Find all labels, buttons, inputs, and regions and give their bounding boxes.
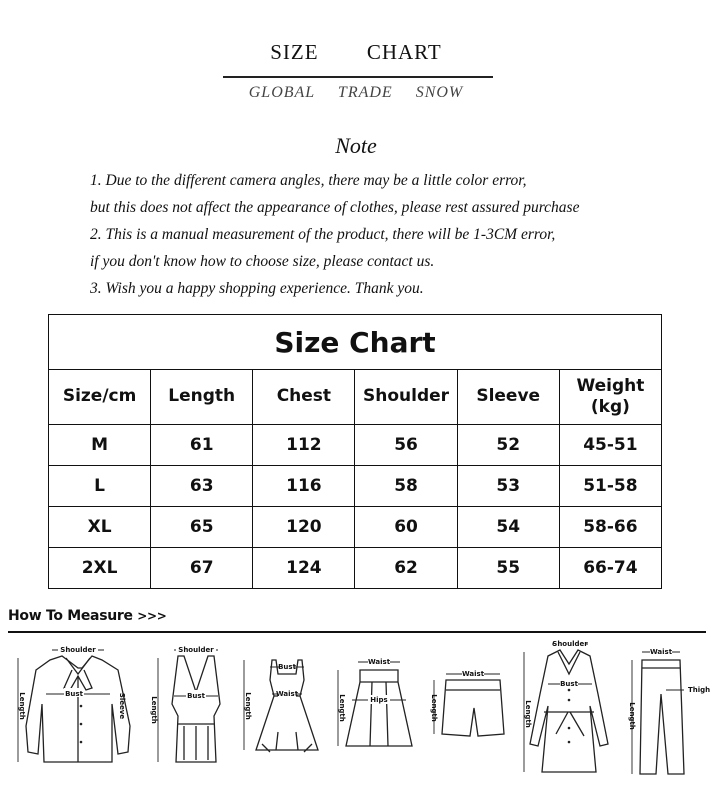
waist-label: Waist	[275, 690, 299, 698]
sleeve-label: Sleeve	[118, 692, 126, 720]
skirt-diagram-icon	[338, 657, 412, 746]
table-cell: 2XL	[49, 548, 151, 589]
table-cell: XL	[49, 507, 151, 548]
shirt-diagram-icon	[18, 644, 130, 762]
bust-label: Bust	[65, 690, 83, 698]
length-label: Length	[524, 700, 532, 728]
table-row	[49, 548, 662, 589]
pants-diagram-icon	[628, 647, 710, 774]
column-header: Shoulder	[355, 370, 457, 425]
page-title: SIZE CHART	[270, 40, 442, 64]
table-cell: 45-51	[559, 425, 661, 466]
table-cell: 62	[355, 548, 457, 589]
header-divider	[223, 76, 493, 78]
table-cell: 66-74	[559, 548, 661, 589]
table-cell: 112	[253, 425, 355, 466]
table-cell: 58-66	[559, 507, 661, 548]
table-cell: 58	[355, 466, 457, 507]
table-cell: 52	[457, 425, 559, 466]
length-label: Length	[18, 692, 26, 720]
note-line: if you don't know how to choose size, please contact us.	[90, 253, 435, 270]
waist-label: Waist	[461, 670, 485, 678]
tank-top-diagram-icon	[150, 644, 220, 762]
table-cell: 65	[151, 507, 253, 548]
hips-label: Hips	[370, 696, 388, 704]
how-to-measure-label: How To Measure	[8, 608, 133, 624]
shoulder-label: Shoulder	[60, 646, 96, 654]
table-cell: 56	[355, 425, 457, 466]
table-cell: 67	[151, 548, 253, 589]
dress-diagram-icon	[244, 660, 318, 752]
table-row	[49, 466, 662, 507]
waist-label: Waist	[649, 648, 673, 656]
triple-chevron-icon: >>>	[137, 609, 167, 623]
note-line: 2. This is a manual measurement of the product, there will be 1-3CM error,	[90, 226, 556, 243]
length-label: Length	[430, 694, 438, 722]
table-header-row	[49, 370, 662, 425]
table-cell: M	[49, 425, 151, 466]
thigh-label: Thigh	[688, 686, 711, 694]
shoulder-label: Shoulder	[552, 640, 588, 648]
table-cell: 55	[457, 548, 559, 589]
table-cell: 54	[457, 507, 559, 548]
column-header: Length	[151, 370, 253, 425]
shorts-diagram-icon	[430, 669, 504, 736]
waist-label: Waist	[367, 658, 391, 666]
section-divider	[8, 631, 706, 633]
table-cell: L	[49, 466, 151, 507]
column-header: Sleeve	[457, 370, 559, 425]
coat-diagram-icon	[524, 639, 608, 772]
bust-label: Bust	[278, 663, 296, 671]
length-label: Length	[244, 692, 252, 720]
length-label: Length	[628, 702, 636, 730]
measurement-diagrams	[0, 634, 712, 784]
shoulder-label: Shoulder	[178, 646, 214, 654]
table-cell: 124	[253, 548, 355, 589]
table-cell: 51-58	[559, 466, 661, 507]
table-row	[49, 425, 662, 466]
length-label: Length	[338, 694, 346, 722]
column-header: Weight (kg)	[559, 370, 661, 425]
column-header: Chest	[253, 370, 355, 425]
size-chart-table	[48, 314, 662, 589]
note-line: but this does not affect the appearance of clothes, please rest assured purchase	[90, 199, 580, 216]
how-to-measure-title	[8, 608, 167, 624]
table-cell: 60	[355, 507, 457, 548]
note-line: 1. Due to the different camera angles, there may be a little color error,	[90, 172, 527, 189]
note-title: Note	[335, 133, 377, 158]
note-line: 3. Wish you a happy shopping experience. Thank you.	[90, 280, 424, 297]
length-label: Length	[150, 696, 158, 724]
table-cell: 116	[253, 466, 355, 507]
bust-label: Bust	[187, 692, 205, 700]
table-cell: 120	[253, 507, 355, 548]
table-cell: 63	[151, 466, 253, 507]
bust-label: Bust	[560, 680, 578, 688]
brand-subtitle: GLOBAL TRADE SNOW	[248, 84, 464, 101]
table-cell: 53	[457, 466, 559, 507]
table-row	[49, 507, 662, 548]
table-cell: 61	[151, 425, 253, 466]
column-header: Size/cm	[49, 370, 151, 425]
size-chart-title: Size Chart	[49, 315, 662, 370]
